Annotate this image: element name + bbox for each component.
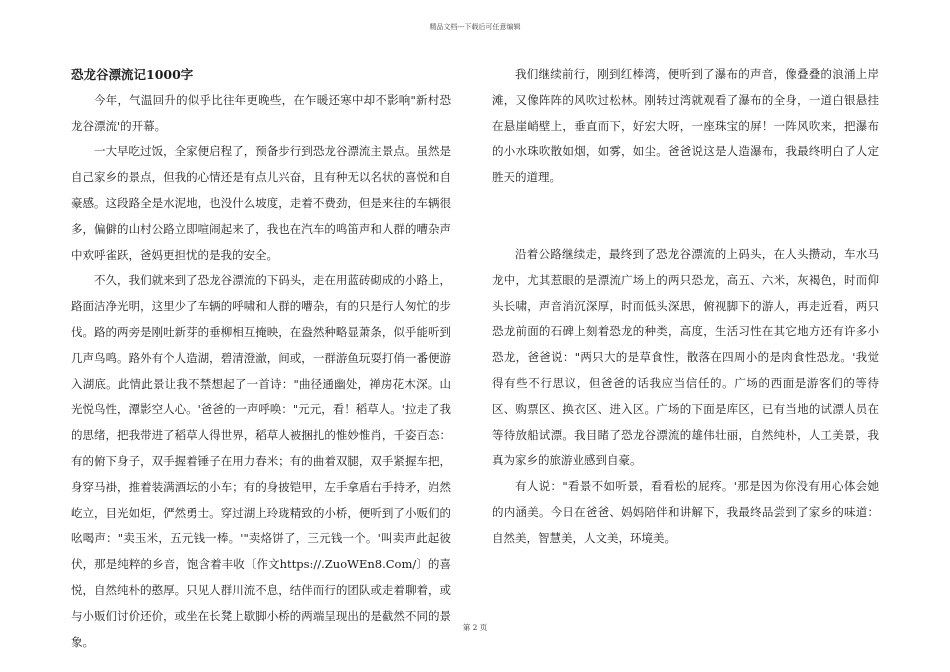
paragraph: 我们继续前行，刚到红棒湾，便听到了瀑布的声音，像叠叠的浪涌上岸滩，又像阵阵的风吹过松林。刚转过湾就观看了瀑布的全身，一道白银悬挂在悬崖峭壁上，垂直而下，好宏大呀，一座珠宝的屏！一阵风吹来，把瀑布的小水珠吹散如烟，如雾，如尘。爸爸说这是人造瀑布，我最终明白了人定胜天的道理。 bbox=[492, 67, 879, 185]
paragraph: 沿着公路继续走，最终到了恐龙谷漂流的上码头，在人头攒动，车水马龙中，尤其惹眼的是漂流广场上的两只恐龙，高五、六米，灰褐色，时而仰头长啸，声音消沉深厚，时而低头深思，俯视脚下的游人，再走近看，两只恐龙前面的石碑上刻着恐龙的种类，高度，生活习性在其它地方还有许多小恐龙，爸爸说："两只大的是草食性，散落在四周小的是肉食性恐龙。'我觉得有些不行思议，但爸爸的话我应当信任的。广场的西面是游客们的等待区、购票区、换衣区、进入区。广场的下面是库区，已有当地的试漂人员在等待放船试漂。我目睹了恐龙谷漂流的雄伟壮丽，自然纯朴，人工美景，我真为家乡的旅游业感到自豪。 bbox=[492, 246, 879, 468]
document-title: 恐龙谷漂流记1000字 bbox=[71, 67, 194, 82]
left-column bbox=[71, 62, 451, 655]
page-number: 第 2 页 bbox=[462, 623, 488, 632]
blank-gap bbox=[492, 191, 879, 242]
right-column bbox=[492, 62, 879, 552]
paragraph: 有人说："看景不如听景，看看松的屁疼。'那是因为你没有用心体会她的内涵美。今日在爸爸、妈妈陪伴和讲解下，我最终品尝到了家乡的味道：自然美，智慧美，人文美，环境美。 bbox=[492, 479, 879, 545]
paragraph: 一大早吃过饭，全家便启程了，预备步行到恐龙谷漂流主景点。虽然是自己家乡的景点，但我的心情还是有点儿兴奋，且有种无以名状的喜悦和自豪感。这段路全是水泥地，也没什么坡度，走着不费劲，但是来往的车辆很多，偏僻的山村公路立即喧闹起来了，我也在汽车的鸣笛声和人群的嘈杂声中欢呼雀跃，爸妈更担忧的是我的安全。 bbox=[71, 144, 451, 262]
page-header: 精品文档---下载后可任意编辑 bbox=[429, 23, 521, 31]
paragraph: 今年，气温回升的似乎比往年更晚些，在乍暖还寒中却不影响"新村恐龙谷漂流'的开幕。 bbox=[71, 92, 451, 133]
paragraph: 不久，我们就来到了恐龙谷漂流的下码头，走在用蓝砖砌成的小路上，路面洁净光明，这里少了车辆的呼啸和人群的嘈杂，有的只是行人匆忙的步伐。路的两旁是刚吐新芽的垂柳相互掩映，在盎然种略显萧条，似乎能听到几声鸟鸣。路外有个人造湖，碧清澄澈，间或，一群游鱼玩耍打俏一番便游入湖底。此情此景让我不禁想起了一首诗："曲径通幽处，禅房花木深。山光悦鸟性，潭影空人心。'爸爸的一声呼唤："元元，看！稻草人。'拉走了我的思绪，把我带进了稻草人得世界，稻草人被捆扎的惟妙惟肖，千姿百态：有的俯下身子，双手握着锤子在用力舂米；有的曲着双腿，双手紧握车把，身穿马褂，推着装满酒坛的小车；有的身披铠甲，左手拿盾右手持矛，岿然屹立，目光如炬，俨然勇士。穿过湖上玲珑精致的小桥，便听到了小贩们的吆喝声："卖玉米，五元钱一棒。'"卖烙饼了，三元钱一个。'叫卖声此起彼伏，那是纯粹的乡音，饱含着丰收〔作文https://.ZuoWEn8.Com/〕的喜悦，自然纯朴的憨厚。只见人群川流不息，结伴而行的团队或走着聊着，或与小贩们讨价还价，或坐在长凳上歇脚小桥的两端呈现出的是截然不同的景象。 bbox=[71, 273, 451, 649]
